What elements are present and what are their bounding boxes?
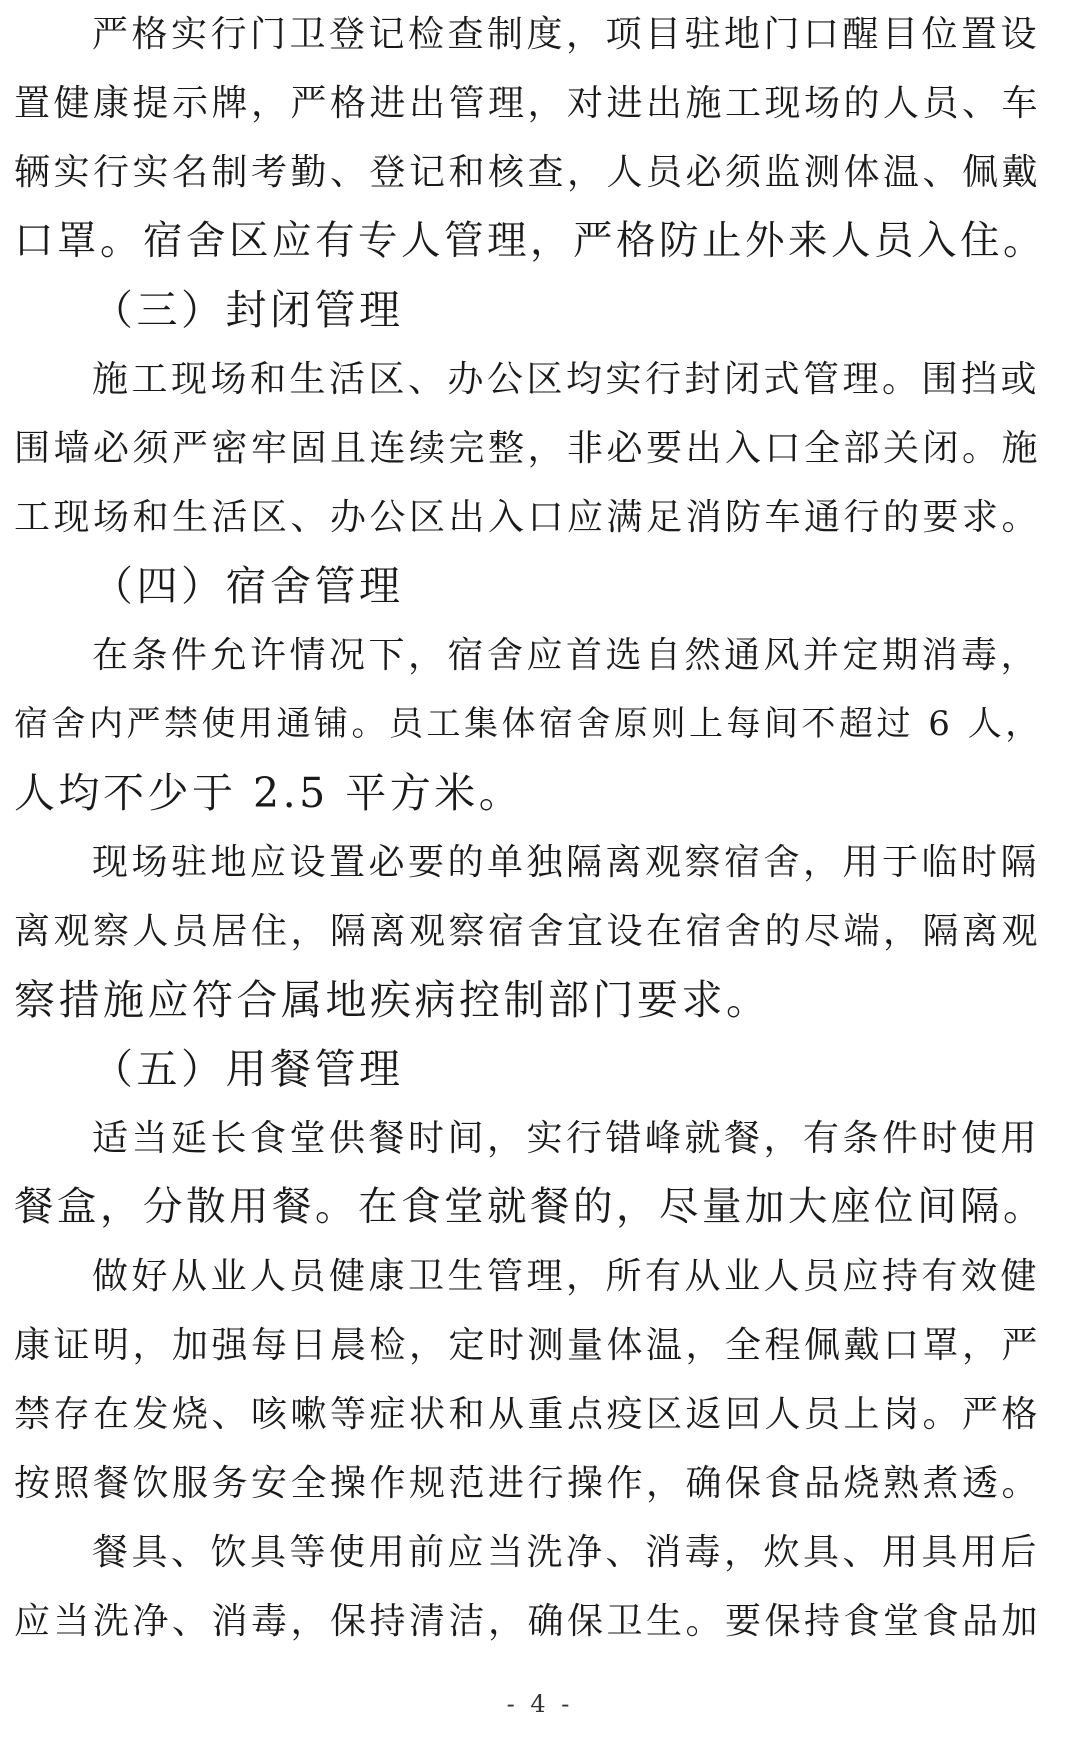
section-heading: （三）封闭管理 xyxy=(92,286,404,334)
paragraph-line: 施工现场和生活区、办公区均实行封闭式管理。围挡或 xyxy=(92,359,1041,400)
paragraph-line: 口罩。宿舍区应有专人管理，严格防止外来人员入住。 xyxy=(14,218,1046,264)
paragraph-line: 做好从业人员健康卫生管理，所有从业人员应持有效健 xyxy=(92,1256,1041,1297)
paragraph-line: 辆实行实名制考勤、登记和核查，人员必须监测体温、佩戴 xyxy=(14,152,1042,193)
paragraph-line: 严格实行门卫登记检查制度，项目驻地门口醒目位置设 xyxy=(92,14,1041,55)
paragraph-line: 人均不少于 2.5 平方米。 xyxy=(14,769,524,817)
paragraph-line: 离观察人员居住，隔离观察宿舍宜设在宿舍的尽端，隔离观 xyxy=(14,911,1042,952)
paragraph-line: 餐具、饮具等使用前应当洗净、消毒，炊具、用具用后 xyxy=(92,1532,1041,1573)
paragraph-line: 察措施应符合属地疾病控制部门要求。 xyxy=(14,976,771,1024)
paragraph-line: 现场驻地应设置必要的单独隔离观察宿舍，用于临时隔 xyxy=(92,842,1041,883)
section-heading: （四）宿舍管理 xyxy=(92,562,404,610)
paragraph-line: 在条件允许情况下，宿舍应首选自然通风并定期消毒， xyxy=(92,635,1041,676)
page-number: - 4 - xyxy=(506,1690,574,1718)
paragraph-line: 康证明，加强每日晨检，定时测量体温，全程佩戴口罩，严 xyxy=(14,1325,1042,1366)
paragraph-line: 置健康提示牌，严格进出管理，对进出施工现场的人员、车 xyxy=(14,83,1042,124)
paragraph-line: 工现场和生活区、办公区出入口应满足消防车通行的要求。 xyxy=(14,497,1042,538)
paragraph-line: 宿舍内严禁使用通铺。员工集体宿舍原则上每间不超过 6 人， xyxy=(14,704,1043,744)
paragraph-line: 适当延长食堂供餐时间，实行错峰就餐，有条件时使用 xyxy=(92,1118,1041,1159)
section-heading: （五）用餐管理 xyxy=(92,1045,404,1093)
body-text xyxy=(14,0,1044,1656)
paragraph-line: 禁存在发烧、咳嗽等症状和从重点疫区返回人员上岗。严格 xyxy=(14,1394,1042,1435)
paragraph-line: 餐盒，分散用餐。在食堂就餐的，尽量加大座位间隔。 xyxy=(14,1184,1046,1230)
paragraph-line: 围墙必须严密牢固且连续完整，非必要出入口全部关闭。施 xyxy=(14,428,1042,469)
paragraph-line: 应当洗净、消毒，保持清洁，确保卫生。要保持食堂食品加 xyxy=(14,1601,1042,1642)
paragraph-line: 按照餐饮服务安全操作规范进行操作，确保食品烧熟煮透。 xyxy=(14,1463,1042,1504)
